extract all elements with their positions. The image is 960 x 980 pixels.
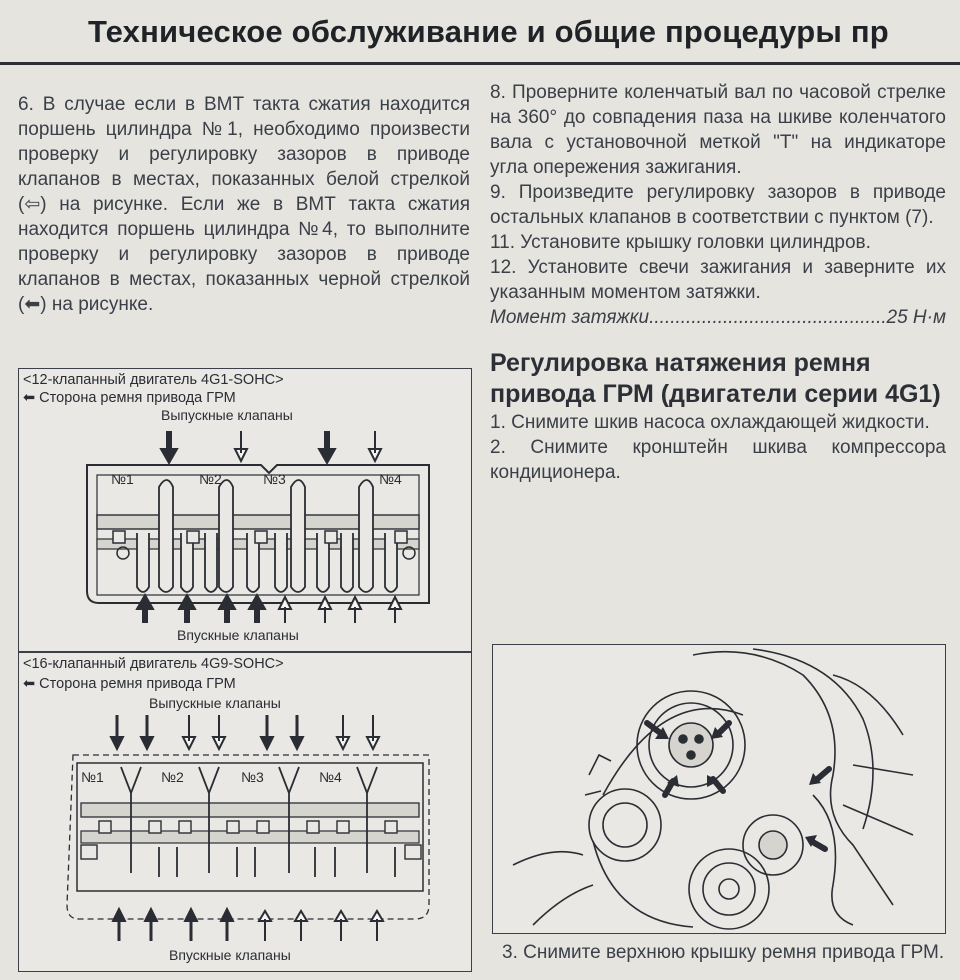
torque-spec (490, 305, 946, 330)
intake-valves-label: Впускные клапаны (169, 947, 291, 963)
section-step-2: 2. Снимите кронштейн шкива компрессора кондиционера. (490, 437, 946, 483)
torque-leader-dots (649, 305, 886, 330)
valve-layout-diagram-16v (19, 715, 471, 945)
page-title: Техническое обслуживание и общие процедуры пр (88, 14, 889, 49)
left-column (18, 92, 470, 317)
figure-caption: <12-клапанный двигатель 4G1-SOHC> (23, 372, 284, 388)
cylinder-label: №3 (263, 471, 286, 487)
cylinder-label: №2 (161, 769, 184, 785)
cylinder-label: №4 (319, 769, 342, 785)
page-header (0, 0, 960, 65)
section-step-1: 1. Снимите шкив насоса охлаждающей жидкости. (490, 412, 930, 433)
belt-side-label: ⬅ Сторона ремня привода ГРМ (23, 676, 236, 692)
section-title: Регулировка натяжения ремня привода ГРМ (двигатели серии 4G1) (490, 349, 941, 408)
belt-side-label: ⬅ Сторона ремня привода ГРМ (23, 390, 236, 406)
cylinder-label: №1 (81, 769, 104, 785)
cylinder-label: №4 (379, 471, 402, 487)
engine-front-illustration (493, 645, 945, 933)
section-step-3: 3. Снимите верхнюю крышку ремня привода ГРМ. (502, 942, 945, 963)
cylinder-label: №3 (241, 769, 264, 785)
intake-valves-label: Впускные клапаны (177, 627, 299, 643)
exhaust-valves-label: Выпускные клапаны (149, 695, 281, 711)
cylinder-label: №2 (199, 471, 222, 487)
figure-engine-belt-drive (492, 644, 946, 934)
cylinder-label: №1 (111, 471, 134, 487)
figure-4g1-sohc (18, 368, 472, 652)
step-11-text: 11. Установите крышку головки цилиндров. (490, 232, 871, 253)
step-8-text: 8. Проверните коленчатый вал по часовой стрелке на 360° до совпадения паза на шкиве коленчатого вала с установочной меткой "T" на индикаторе угла опережения зажигания. (490, 82, 946, 178)
torque-value: 25 Н·м (886, 307, 946, 328)
figure-4g9-sohc (18, 652, 472, 972)
step-6-text: 6. В случае если в ВМТ такта сжатия находится поршень цилиндра №1, необходимо произвести проверку и регулировку зазоров в приводе клапанов в местах, показанных белой стрелкой (⇦) на рисунке. Если же в ВМТ такта сжатия находится поршень цилиндра №4, то выполните проверку и регулировку зазоров в приводе клапанов в местах, показанных черной стрелкой (⬅) на рисунке. (18, 94, 470, 315)
step-12-text: 12. Установите свечи зажигания и заверните их указанным моментом затяжки. (490, 257, 946, 303)
figure-caption: <16-клапанный двигатель 4G9-SOHC> (23, 656, 284, 672)
torque-label: Момент затяжки (490, 307, 650, 328)
exhaust-valves-label: Выпускные клапаны (161, 407, 293, 423)
step-9-text: 9. Произведите регулировку зазоров в приводе остальных клапанов в соответствии с пунктом (7). (490, 182, 946, 228)
right-column (490, 80, 946, 485)
valve-layout-diagram-12v (19, 427, 471, 627)
